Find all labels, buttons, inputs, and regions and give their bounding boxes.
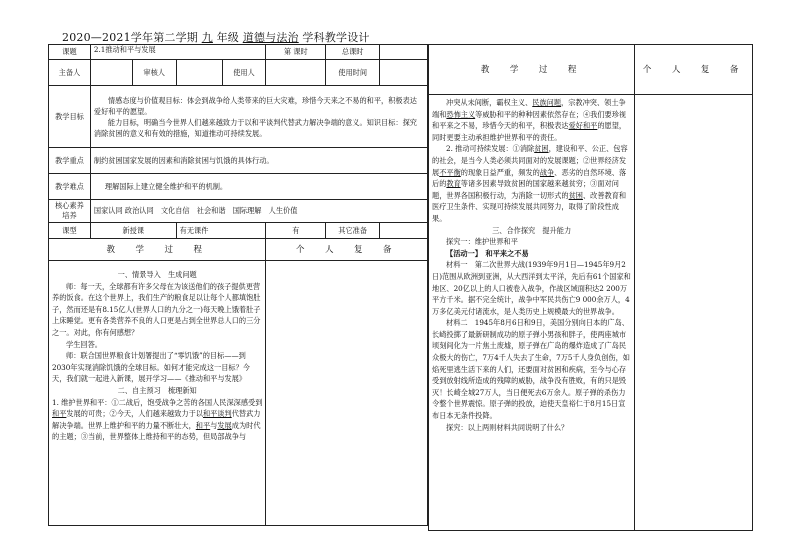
blank-negotiation: 和平谈判: [202, 409, 232, 419]
title-suffix: 学科教学设计: [302, 31, 370, 44]
explore-question: 探究：以上两则材料共同说明了什么？: [446, 422, 569, 432]
title-subject: 道德与法治: [242, 31, 299, 44]
time-value: [380, 60, 428, 86]
literacy-label: 核心素养培养: [49, 200, 91, 223]
period-label: 第 课时: [266, 45, 326, 60]
section-1-heading: 一、情景导入 生成问题: [117, 270, 197, 279]
lesson-type-value: 新授课: [90, 223, 176, 239]
right-review-header: 个 人 复 备: [635, 45, 753, 95]
other-value: [380, 223, 428, 239]
key-point-text: 制约贫困国家发展的因素和消除贫困与饥饿的具体行动。: [90, 148, 427, 174]
left-para-1: 师：每一天，全球都有许多父母在为该送他们的孩子提供更营养的饭食。在这个世界上，我们生产的粮食足以让每个人都填饱肚子，然而还是有8.15亿人(世界人口的九分之一)每天晚上饿着肚子上床睡觉。更有各类营养不良的人口更是占到全世界总人口的三分之一。对此，你有何感想？: [52, 281, 261, 337]
topic-value: 2.1推动和平与发展: [90, 45, 266, 60]
difficulty-text: 理解国际上建立健全维护和平的机制。: [90, 174, 427, 200]
total-value: [380, 45, 428, 60]
goals-line-2: 能力目标，明确当今世界人们越来越致力于以和平谈判代替武力解决争端的意义。知识目标：探究消除贫困的意义和有效的措施，知道推动可持续发展。: [93, 117, 417, 138]
blank-terror: 恐怖主义: [446, 109, 476, 119]
title-grade: 九: [201, 31, 213, 44]
process-table-right: [428, 44, 753, 531]
title-year: 2020—2021学年第二学期: [62, 31, 198, 44]
left-review-body: [266, 261, 428, 526]
title-grade-suffix: 年级: [216, 31, 240, 44]
left-para-2: 学生回答。: [66, 339, 102, 349]
total-label: 总课时: [326, 45, 380, 60]
blank-poverty: 贫困: [534, 144, 549, 154]
blank-poverty-2: 贫困: [568, 190, 583, 200]
key-point-label: 教学重点: [49, 148, 91, 174]
literacy-text: 国家认同 政治认同 文化自信 社会和谐 国际理解 人生价值: [90, 200, 427, 223]
lesson-type-label: 课型: [49, 223, 91, 239]
explore-1-heading: 探究一：维护世界和平: [446, 237, 518, 247]
blank-development: 发展: [217, 420, 232, 430]
document-title: [62, 29, 370, 45]
reviewer-value: [176, 60, 222, 86]
right-para-1: 冲突从未间断，霸权主义、民族问题，宗教冲突、领土争端和恐怖主义等威胁和平的种种因素依然存在；④我们要珍视和平来之不易，珍惜今天的和平，积极表达爱好和平的愿望，同时更要主动承担维护世界和平的责任。: [432, 98, 627, 142]
goals-label: 教学目标: [49, 86, 91, 148]
tools-value: 有: [266, 223, 326, 239]
blank-ethnic: 民族问题: [532, 98, 562, 107]
right-process-body: [429, 95, 635, 531]
difficulty-label: 教学难点: [49, 174, 91, 200]
blank-peace: 和平: [52, 409, 67, 419]
preparer-value: [90, 60, 132, 86]
other-label: 其它准备: [326, 223, 380, 239]
topic-label: 课题: [49, 45, 91, 60]
blank-imbalance: 不平衡: [439, 167, 461, 177]
right-process-header: 教 学 过 程: [429, 45, 635, 95]
section-3-heading: 三、合作探究 提升能力: [492, 225, 572, 235]
material-2: 材料二 1945年8月6日和9日，美国分别向日本的广岛、长崎投掷了最新研制成功的原子弹小男孩和胖子，使两座城市顷刻间化为一片焦土废墟，原子弹在广岛的爆炸造成了广岛民众极大的伤亡，7万4千人失去了生命，7万5千人身负创伤，如焰死里逃生活下来的人们，还要面对贫困和疾病，至今与心存受到放射线所造成的残障的威胁，战争没有胜败，有的只是毁灭！长崎全城27万人，当日便死去6万余人。原子弹的杀伤力令整个世界震惊。原子弹的投放，迫使天皇裕仁于8月15日宣布日本无条件投降。: [432, 318, 630, 421]
material-1: 材料一 第二次世界大战(1939年9月1日—1945年9月2日)范围从欧洲到亚洲，从大西洋到太平洋，先后有61个国家和地区、20亿以上的人口被卷入战争，作战区域面积达2 200万平方千米。据不完全统计，战争中军民共伤亡9 000余万人，4万多亿美元付诸流水，是人类历史上规模最大的世界战争。: [432, 260, 631, 316]
left-para-4: 1. 维护世界和平：①二战后，饱受战争之苦的各国人民深深感受到和平发展的可贵；②今天，人们越来越致力于以和平谈判代替武力解决争端。世界上维护和平的力量不断壮大，和平与发展成为时代的主题；③当前，世界整体上维持和平的态势，但局部战争与: [52, 397, 263, 442]
activity-1-heading: 【活动一】 和平来之不易: [446, 248, 529, 258]
blank-war: 战争: [539, 167, 555, 177]
reviewer-label: 审核人: [132, 60, 176, 86]
goals-text: [90, 86, 427, 148]
blank-peace-2: 和平: [195, 420, 211, 430]
blank-love-peace: 爱好和平: [568, 121, 598, 131]
blank-education: 教育: [446, 179, 461, 189]
tools-label: 有无课件: [176, 223, 266, 239]
right-review-body: [635, 95, 753, 531]
lesson-info-table: [48, 44, 428, 526]
user-value: [266, 60, 326, 86]
user-label: 使用人: [222, 60, 266, 86]
goals-line-1: 情感态度与价值观目标：体会到战争给人类带来的巨大灾难，珍惜今天来之不易的和平，积极表达爱好和平的愿望。: [93, 95, 417, 116]
section-2-heading: 二、自主预习 梳理新知: [117, 385, 197, 395]
left-process-header: 教 学 过 程: [49, 239, 266, 261]
left-review-header: 个 人 复 备: [266, 239, 428, 261]
left-para-3: 师：联合国世界粮食计划署提出了“零饥饿”的目标——到2030年实现消除饥饿的全球目标。如何才能完成这一目标？今天，我们就一起进入新课，展开学习——《推动和平与发展》: [52, 351, 250, 384]
left-process-body: [49, 261, 266, 526]
preparer-label: 主备人: [49, 60, 91, 86]
time-label: 使用时间: [326, 60, 380, 86]
right-para-2: 2. 推动可持续发展：①消除贫困，建设和平、公正、包容的社会，是当今人类必须共同面对的发展课题；②世界经济发展不平衡的现象日益严重，频发的战争、恶劣的自然环境、落后的教育等诸多因素导致贫困的国家越来越贫穷；③面对问题，世界各国积极行动，为消除一切形式的贫困、改善教育和医疗卫生条件、实现可持续发展共同努力，取得了阶段性成果。: [432, 144, 628, 223]
